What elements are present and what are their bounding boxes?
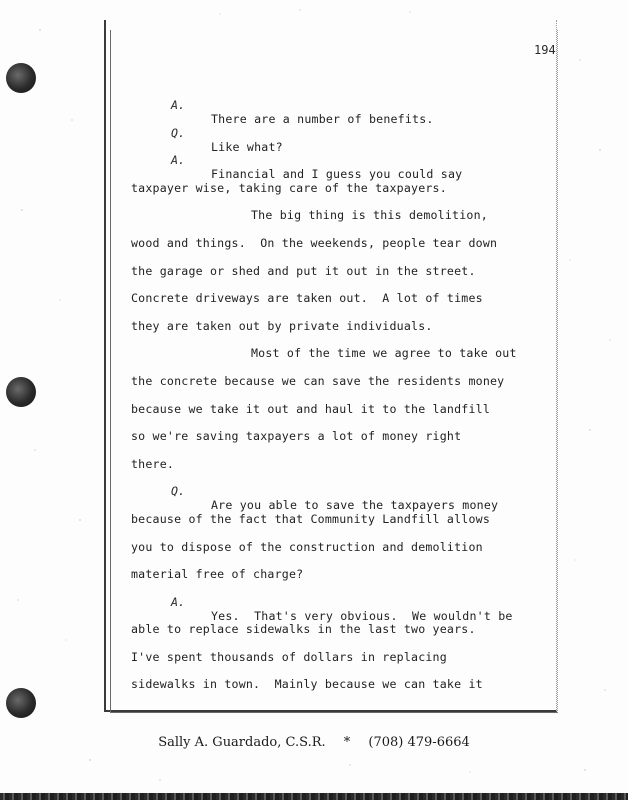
line-text: Most of the time we agree to take out	[251, 346, 517, 361]
line-text: because of the fact that Community Landfill allows	[131, 511, 491, 526]
line-text: Concrete driveways are taken out. A lot of times	[131, 291, 483, 306]
line-text: Like what?	[211, 139, 283, 154]
page-number: 194	[534, 43, 556, 57]
line-text: the concrete because we can save the residents money	[131, 373, 505, 388]
speaker-label: A.	[171, 98, 185, 112]
transcript-line	[131, 139, 551, 182]
line-text: There are a number of benefits.	[211, 112, 434, 126]
transcript-line	[131, 415, 551, 443]
reporter-phone: (708) 479-6664	[368, 735, 470, 750]
speaker-label: A.	[171, 153, 185, 168]
line-text: taxpayer wise, taking care of the taxpayers.	[131, 180, 447, 195]
transcript-line	[131, 305, 551, 333]
transcript-line	[131, 636, 551, 664]
transcript-line	[131, 277, 551, 305]
transcript-line	[131, 526, 551, 554]
line-text: Yes. That's very obvious. We wouldn't be	[211, 608, 513, 623]
speaker-label: Q.	[171, 484, 185, 499]
line-text: you to dispose of the construction and demolition	[131, 539, 483, 554]
transcript-line	[131, 167, 551, 195]
transcript-line	[131, 470, 551, 513]
transcript-line	[131, 581, 551, 623]
line-text: so we're saving taxpayers a lot of money right	[131, 429, 462, 444]
transcript-line	[131, 360, 551, 388]
transcript-line	[131, 663, 551, 691]
transcript-line	[131, 553, 551, 581]
transcript-line	[131, 332, 551, 360]
transcript-body	[131, 84, 551, 691]
transcript-line	[131, 498, 551, 526]
binder-hole-icon	[6, 377, 36, 407]
transcript-line	[131, 443, 551, 471]
transcript-line	[131, 222, 551, 250]
speaker-label: Q.	[171, 125, 185, 140]
transcript-line	[131, 250, 551, 278]
line-text: Are you able to save the taxpayers money	[211, 498, 499, 513]
line-text: sidewalks in town. Mainly because we can take it	[131, 677, 483, 692]
transcript-line	[131, 608, 551, 636]
line-text: wood and things. On the weekends, people tear down	[131, 235, 498, 250]
transcript-line	[131, 194, 551, 222]
scan-bottom-edge	[0, 793, 628, 800]
speaker-label: A.	[171, 594, 185, 609]
binder-hole-icon	[6, 63, 36, 93]
reporter-footer	[0, 735, 628, 750]
binder-hole-icon	[6, 688, 36, 718]
transcript-line	[131, 84, 551, 126]
transcript-line	[131, 388, 551, 416]
line-text: able to replace sidewalks in the last two years.	[131, 622, 476, 637]
line-text: I've spent thousands of dollars in replacing	[131, 649, 447, 664]
line-text: material free of charge?	[131, 567, 304, 582]
reporter-name: Sally A. Guardado, C.S.R.	[158, 735, 326, 750]
line-text: because we take it out and haul it to the landfill	[131, 401, 491, 416]
line-text: Financial and I guess you could say	[211, 167, 463, 182]
line-text: there.	[131, 456, 175, 471]
footer-separator: *	[343, 735, 351, 750]
line-text: The big thing is this demolition,	[251, 208, 488, 223]
line-text: the garage or shed and put it out in the street.	[131, 263, 476, 278]
line-text: they are taken out by private individuals.	[131, 318, 433, 333]
transcript-line	[131, 112, 551, 154]
